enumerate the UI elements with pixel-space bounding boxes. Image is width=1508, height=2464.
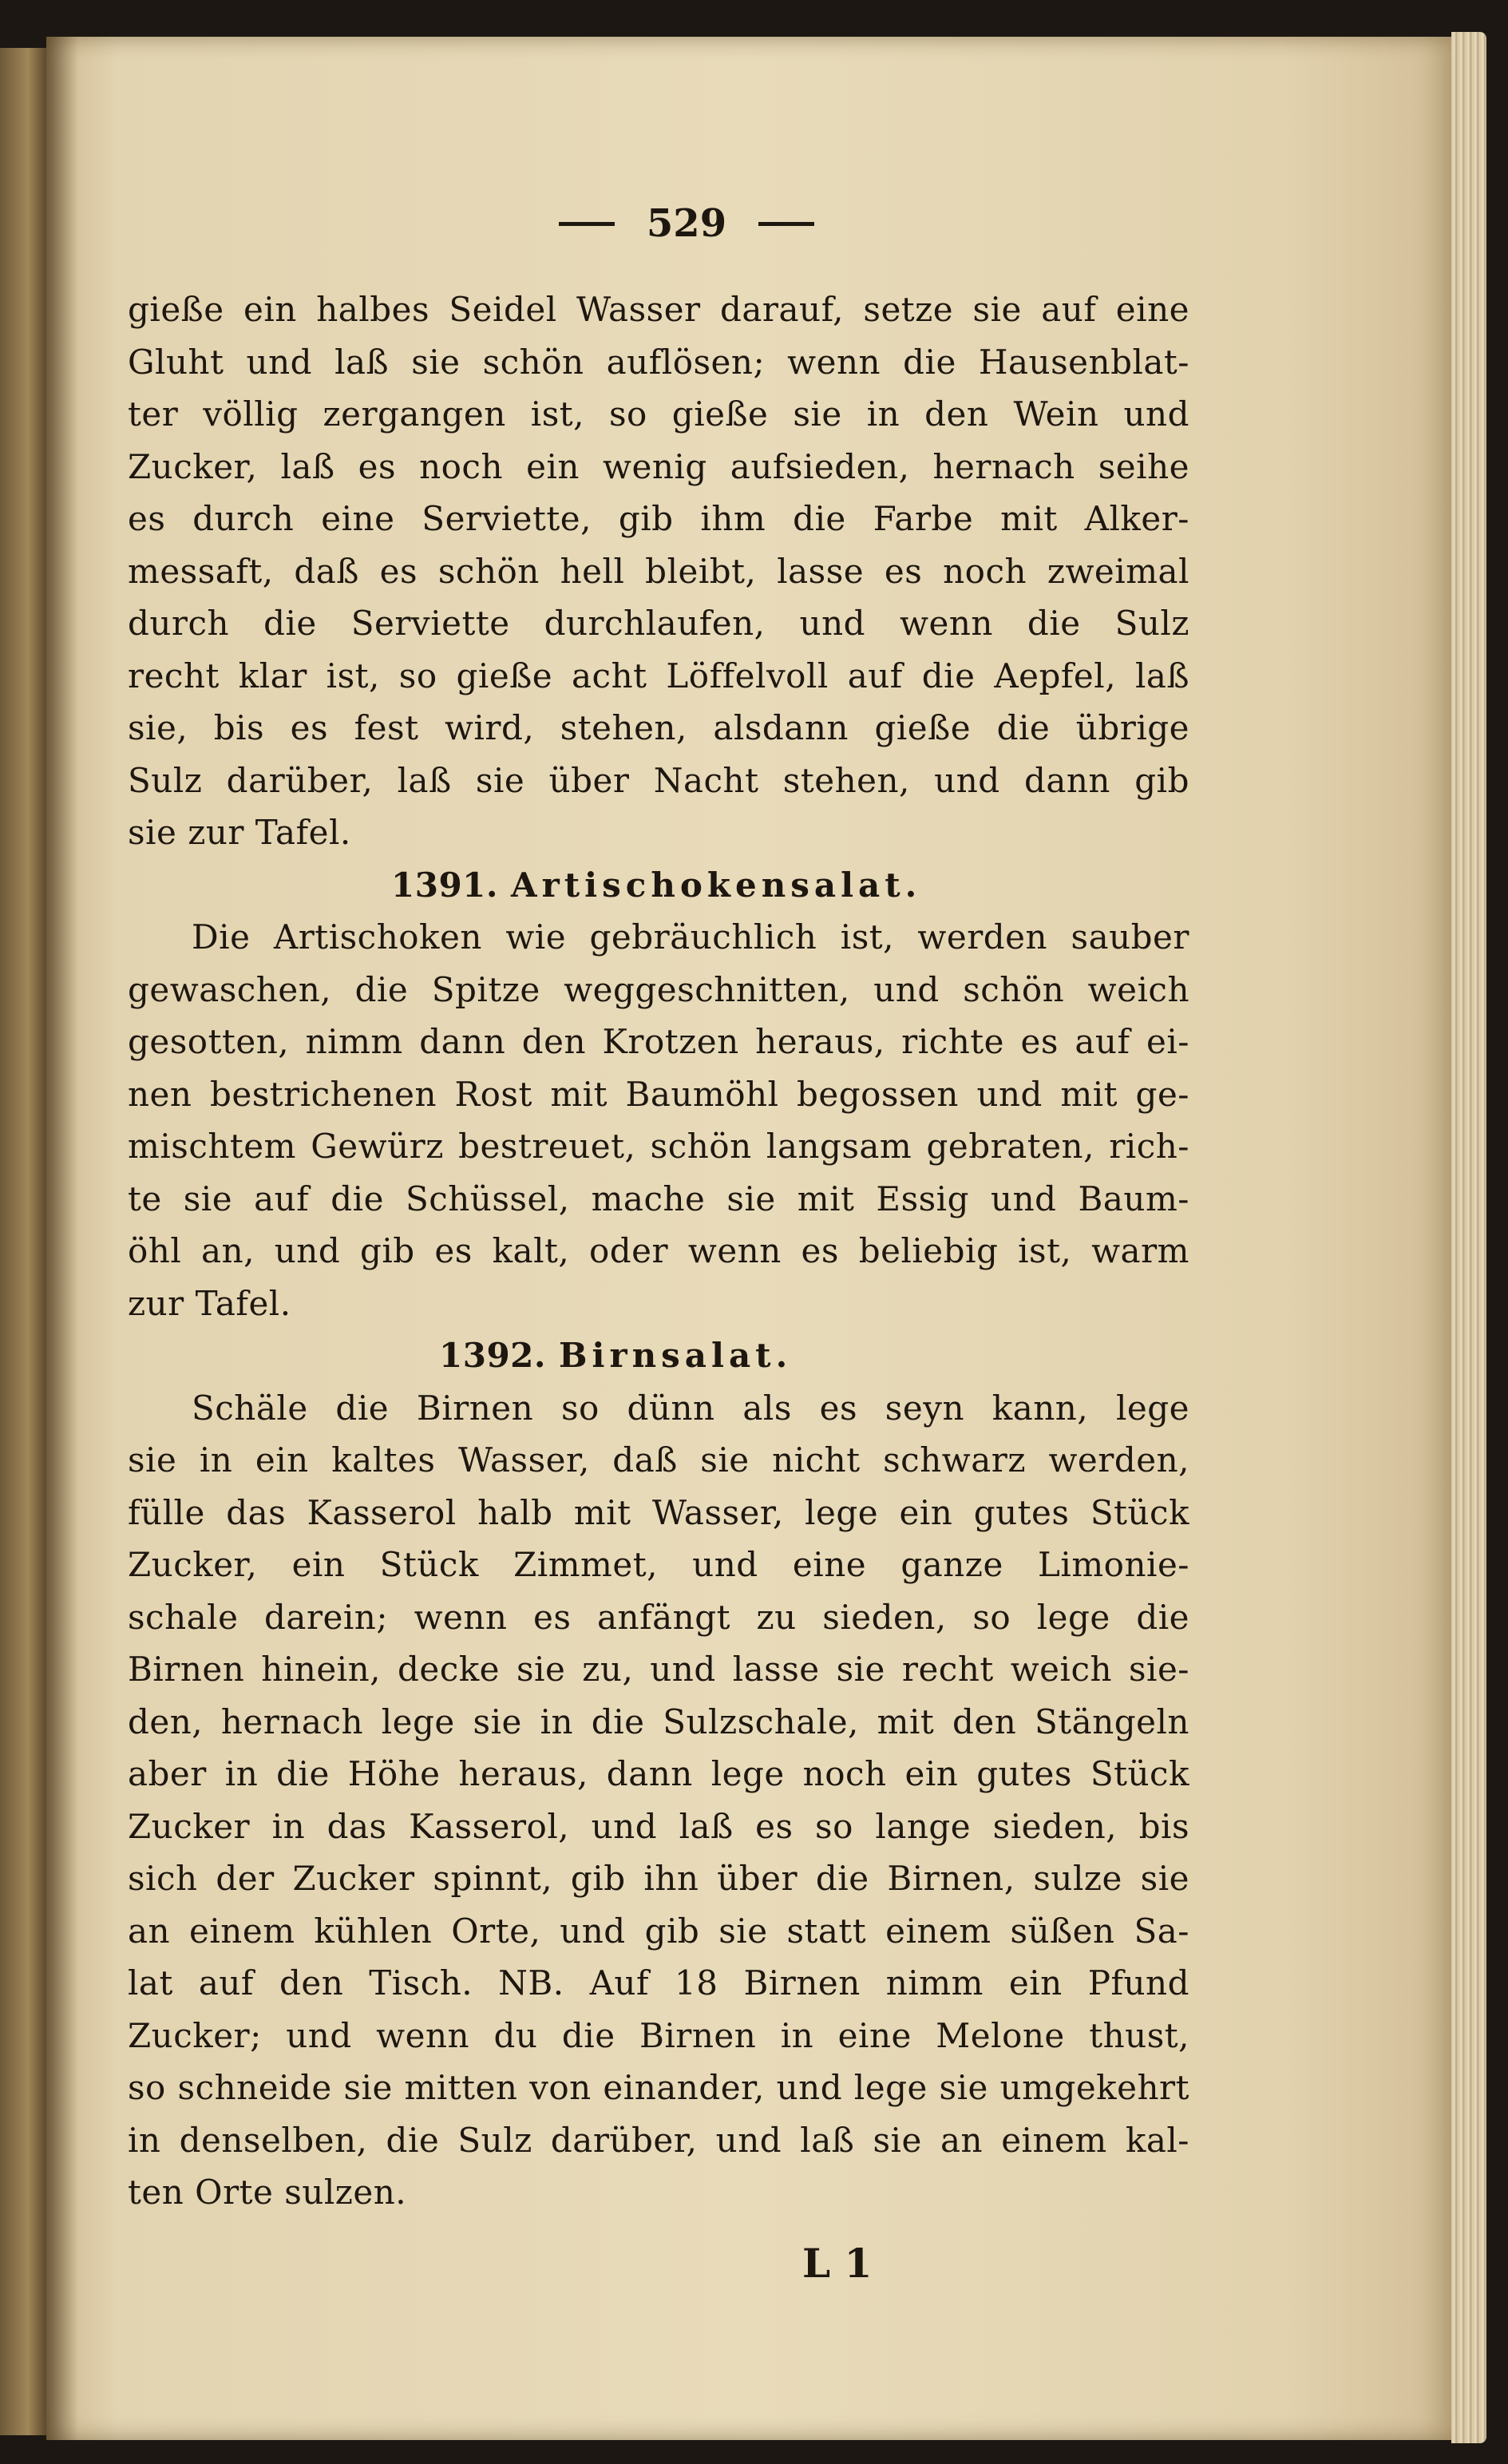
text-line: fülle das Kasserol halb mit Wasser, lege ein gutes Stück (128, 1492, 1189, 1532)
text-line: Die Artischoken wie gebräuchlich ist, werden sauber (192, 917, 1189, 957)
text-line: öhl an, und gib es kalt, oder wenn es beliebig ist, warm (128, 1231, 1189, 1270)
header-dash-right (758, 222, 814, 226)
recipe-body-1392 (128, 1382, 1189, 2219)
text-line: recht klar ist, so gieße acht Löffelvoll auf die Aepfel, laß (128, 656, 1189, 695)
text-line: Zucker in das Kasserol, und laß es so lange sieden, bis (128, 1806, 1189, 1846)
signature-mark: L 1 (802, 2240, 873, 2287)
text-line: zur Tafel. (128, 1283, 291, 1323)
text-line: Schäle die Birnen so dünn als es seyn kann, lege (192, 1388, 1189, 1428)
text-line: gesotten, nimm dann den Krotzen heraus, richte es auf ei- (128, 1022, 1189, 1061)
recipe-heading-1391 (128, 859, 1189, 912)
text-line: Zucker; und wenn du die Birnen in eine Melone thust, (128, 2015, 1189, 2055)
page-number: 529 (646, 201, 727, 246)
text-line: in denselben, die Sulz darüber, und laß sie an einem kal- (128, 2120, 1189, 2160)
text-line: Birnen hinein, decke sie zu, und lasse sie recht weich sie- (128, 1650, 1189, 1689)
text-line: es durch eine Serviette, gib ihm die Farbe mit Alker- (128, 499, 1189, 538)
text-line: sie, bis es fest wird, stehen, alsdann gieße die übrige (128, 708, 1189, 747)
recipe-body-1391 (128, 911, 1189, 1329)
page-text (128, 283, 1189, 2219)
text-line: Gluht und laß sie schön auflösen; wenn die Hausenblat- (128, 342, 1189, 382)
text-line: sie zur Tafel. (128, 813, 351, 852)
recipe-heading-1392 (128, 1329, 1189, 1382)
text-line: durch die Serviette durchlaufen, und wenn die Sulz (128, 604, 1189, 643)
text-line: Zucker, laß es noch ein wenig aufsieden, hernach seihe (128, 446, 1189, 486)
text-line: Zucker, ein Stück Zimmet, und eine ganze Limonie- (128, 1545, 1189, 1584)
page-header (519, 192, 854, 256)
text-line: gewaschen, die Spitze weggeschnitten, und schön weich (128, 969, 1189, 1009)
recipe-title: Artischokensalat. (511, 865, 922, 905)
text-line: nen bestrichenen Rost mit Baumöhl begossen und mit ge- (128, 1074, 1189, 1114)
text-line: sich der Zucker spinnt, gib ihn über die Birnen, sulze sie (128, 1859, 1189, 1898)
header-dash-left (559, 222, 615, 226)
recipe-number: 1391. (391, 865, 499, 905)
recipe-title: Birnsalat. (559, 1336, 793, 1375)
text-line: te sie auf die Schüssel, mache sie mit Essig und Baum- (128, 1179, 1189, 1218)
page-edges (1451, 32, 1486, 2443)
text-line: den, hernach lege sie in die Sulzschale, mit den Stängeln (128, 1701, 1189, 1741)
continued-recipe (128, 283, 1189, 859)
text-line: gieße ein halbes Seidel Wasser darauf, setze sie auf eine (128, 290, 1189, 329)
spine-shadow (46, 37, 78, 2440)
text-line: schale darein; wenn es anfängt zu sieden, so lege die (128, 1597, 1189, 1637)
text-line: Sulz darüber, laß sie über Nacht stehen, und dann gib (128, 760, 1189, 800)
recipe-number: 1392. (439, 1336, 547, 1375)
text-line: mischtem Gewürz bestreuet, schön langsam gebraten, rich- (128, 1127, 1189, 1166)
facing-page-edge (0, 48, 46, 2435)
text-line: messaft, daß es schön hell bleibt, lasse es noch zweimal (128, 551, 1189, 591)
text-line: sie in ein kaltes Wasser, daß sie nicht schwarz werden, (128, 1440, 1189, 1480)
text-line: so schneide sie mitten von einander, und lege sie umgekehrt (128, 2068, 1189, 2107)
text-line: lat auf den Tisch. NB. Auf 18 Birnen nimm ein Pfund (128, 1963, 1189, 2002)
text-line: an einem kühlen Orte, und gib sie statt einem süßen Sa- (128, 1911, 1189, 1951)
text-line: aber in die Höhe heraus, dann lege noch ein gutes Stück (128, 1754, 1189, 1793)
text-line: ter völlig zergangen ist, so gieße sie in den Wein und (128, 394, 1189, 434)
text-line: ten Orte sulzen. (128, 2173, 407, 2212)
